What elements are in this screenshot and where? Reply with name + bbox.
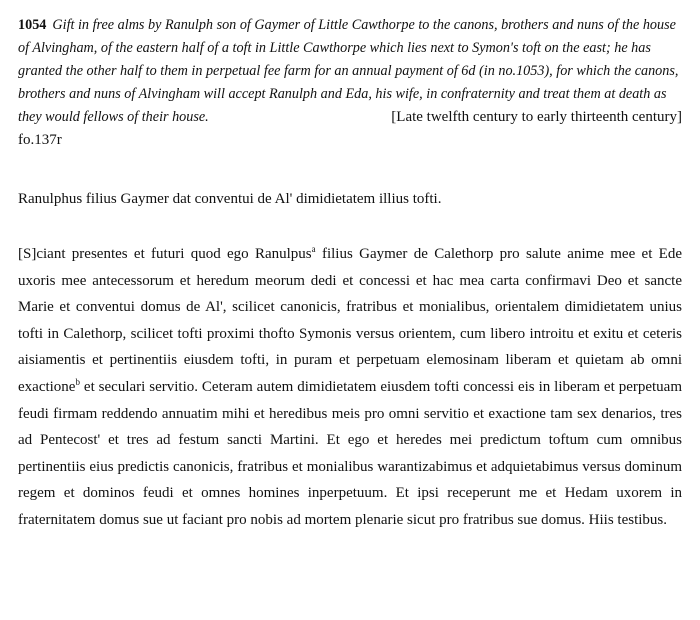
charter-part-3: et seculari servitio. Ceteram autem dimidietatem eiusdem tofti concessi eis in liberam et perpetuam feudi firmam reddendo annuatim mihi et heredibus meis pro omni servitio et exactione tam sex denarios, tres ad Pentecost' et tres ad festum sancti Martini. Et ego et heredes mei predictum toftum cum omnibus pertinentiis eius predictis canonicis, fratribus et monialibus warantizabimus et adquietabimus versus dominum regem et dominos feudi et omnes homines inperpetuum. Et ipsi receperunt me et Hedam uxorem in fraternitatem domus sue ut faciant pro nobis ad mortem plenarie sicut pro fratribus sue domus. Hiis testibus.	[18, 378, 682, 528]
folio-reference: fo.137r	[18, 132, 62, 148]
footnote-marker-a: a	[311, 244, 316, 254]
entry-number: 1054	[18, 17, 47, 33]
charter-text	[18, 241, 682, 534]
entry-summary	[18, 14, 682, 129]
document-page	[18, 14, 682, 534]
rubric: Ranulphus filius Gaymer dat conventui de Al' dimidietatem illius tofti.	[18, 191, 442, 207]
charter-part-1: [S]ciant presentes et futuri quod ego Ranulpus	[18, 246, 312, 262]
charter-part-2: filius Gaymer de Calethorp pro salute anime mee et Ede uxoris mee antecessorum et heredum meorum dedi et concessi et hac mea carta confirmavi Deo et sancte Marie et conventui domus de Al', scilicet canonicis, fratribus et monialibus, orientalem dimidietatem unius tofti in Calethorp, scilicet tofti proximi thofto Symonis versus orientem, cum libero introitu et exitu et ceteris aisiamentis et pertinentiis eiusdem tofti, in puram et perpetuam elemosinam liberam et quietam ab omni exactione	[18, 246, 682, 395]
entry-summary-text: Gift in free alms by Ranulph son of Gaymer of Little Cawthorpe to the canons, brothers and nuns of the house of Alvingham, of the eastern half of a toft in Little Cawthorpe which lies next to Symon's toft on the east; he has granted the other half to them in perpetual fee farm for an annual payment of 6d (in no.1053), for which the canons, brothers and nuns of Alvingham will accept Ranulph and Eda, his wife, in confraternity and treat them at death as they would fellows of their house.	[18, 17, 679, 125]
footnote-marker-b: b	[75, 376, 80, 387]
entry-date: [Late twelfth century to early thirteenth century]	[391, 109, 682, 125]
